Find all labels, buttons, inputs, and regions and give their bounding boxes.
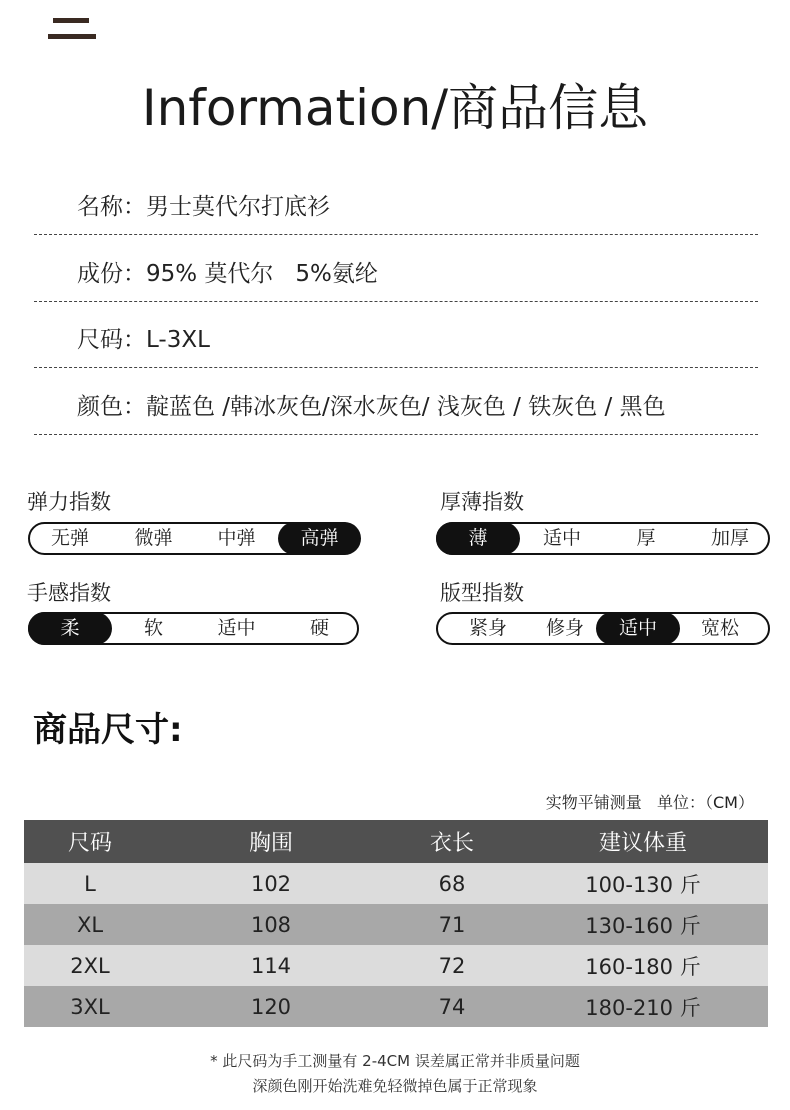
- info-size-text: 尺码：L-3XL: [77, 327, 210, 353]
- table-cell: 3XL: [24, 986, 156, 1027]
- fit-option: 修身: [545, 617, 584, 639]
- measurement-unit-note: 实物平铺测量 单位：（CM）: [545, 793, 754, 812]
- feel-option: 适中: [217, 617, 256, 639]
- table-cell: 108: [156, 904, 386, 945]
- thickness-index-label: 厚薄指数: [440, 490, 524, 514]
- table-cell: XL: [24, 904, 156, 945]
- table-cell: 160-180 斤: [518, 945, 768, 986]
- info-row-composition: [34, 237, 758, 302]
- thickness-option: 厚: [636, 527, 656, 549]
- table-row: [24, 904, 768, 945]
- column-header: 胸围: [156, 820, 386, 863]
- column-header: 衣长: [386, 820, 518, 863]
- table-row: [24, 863, 768, 904]
- footnote-color-fading: 深颜色刚开始洗难免轻微掉色属于正常现象: [252, 1077, 538, 1095]
- elasticity-option: 微弹: [134, 527, 173, 549]
- table-cell: 68: [386, 863, 518, 904]
- thickness-option: 适中: [542, 527, 581, 549]
- feel-option: 硬: [309, 617, 329, 639]
- info-composition-text: 成份：95% 莫代尔 5%氨纶: [77, 261, 378, 287]
- elasticity-option: 无弹: [50, 527, 89, 549]
- fit-option: 适中: [596, 612, 680, 645]
- thickness-option: 加厚: [710, 527, 749, 549]
- feel-option: 柔: [28, 612, 112, 645]
- feel-option: 软: [143, 617, 163, 639]
- fit-index-scale: [436, 612, 770, 645]
- decor-bar-long: [48, 34, 96, 39]
- table-cell: 72: [386, 945, 518, 986]
- feel-index-label: 手感指数: [27, 581, 111, 605]
- column-header: 尺码: [24, 820, 156, 863]
- info-row-name: [34, 170, 758, 235]
- info-row-size: [34, 303, 758, 368]
- table-cell: 130-160 斤: [518, 904, 768, 945]
- table-cell: 71: [386, 904, 518, 945]
- size-section-heading: 商品尺寸:: [33, 710, 183, 750]
- info-name-text: 名称：男士莫代尔打底衫: [77, 194, 330, 220]
- elasticity-option: 高弹: [278, 522, 361, 555]
- table-cell: 2XL: [24, 945, 156, 986]
- table-cell: 74: [386, 986, 518, 1027]
- page-title: Information/商品信息: [141, 79, 649, 137]
- table-row: [24, 986, 768, 1027]
- elasticity-option: 中弹: [217, 527, 256, 549]
- info-color-text: 颜色：靛蓝色 /韩冰灰色/深水灰色/ 浅灰色 / 铁灰色 / 黑色: [77, 394, 666, 420]
- column-header: 建议体重: [518, 820, 768, 863]
- thickness-option: 薄: [436, 522, 520, 555]
- footnote-measurement: * 此尺码为手工测量有 2-4CM 误差属正常并非质量问题: [210, 1052, 580, 1070]
- info-row-color: [34, 370, 758, 435]
- size-table-header: [24, 820, 768, 863]
- table-cell: 120: [156, 986, 386, 1027]
- table-cell: 102: [156, 863, 386, 904]
- fit-option: 紧身: [468, 617, 507, 639]
- elasticity-index-label: 弹力指数: [27, 490, 111, 514]
- table-cell: L: [24, 863, 156, 904]
- fit-option: 宽松: [700, 617, 739, 639]
- table-cell: 100-130 斤: [518, 863, 768, 904]
- feel-index-scale: [28, 612, 359, 645]
- decor-bar-short: [53, 18, 89, 23]
- size-table: [24, 820, 768, 1027]
- table-row: [24, 945, 768, 986]
- elasticity-index-scale: [28, 522, 359, 555]
- table-cell: 180-210 斤: [518, 986, 768, 1027]
- thickness-index-scale: [436, 522, 770, 555]
- table-cell: 114: [156, 945, 386, 986]
- fit-index-label: 版型指数: [440, 581, 524, 605]
